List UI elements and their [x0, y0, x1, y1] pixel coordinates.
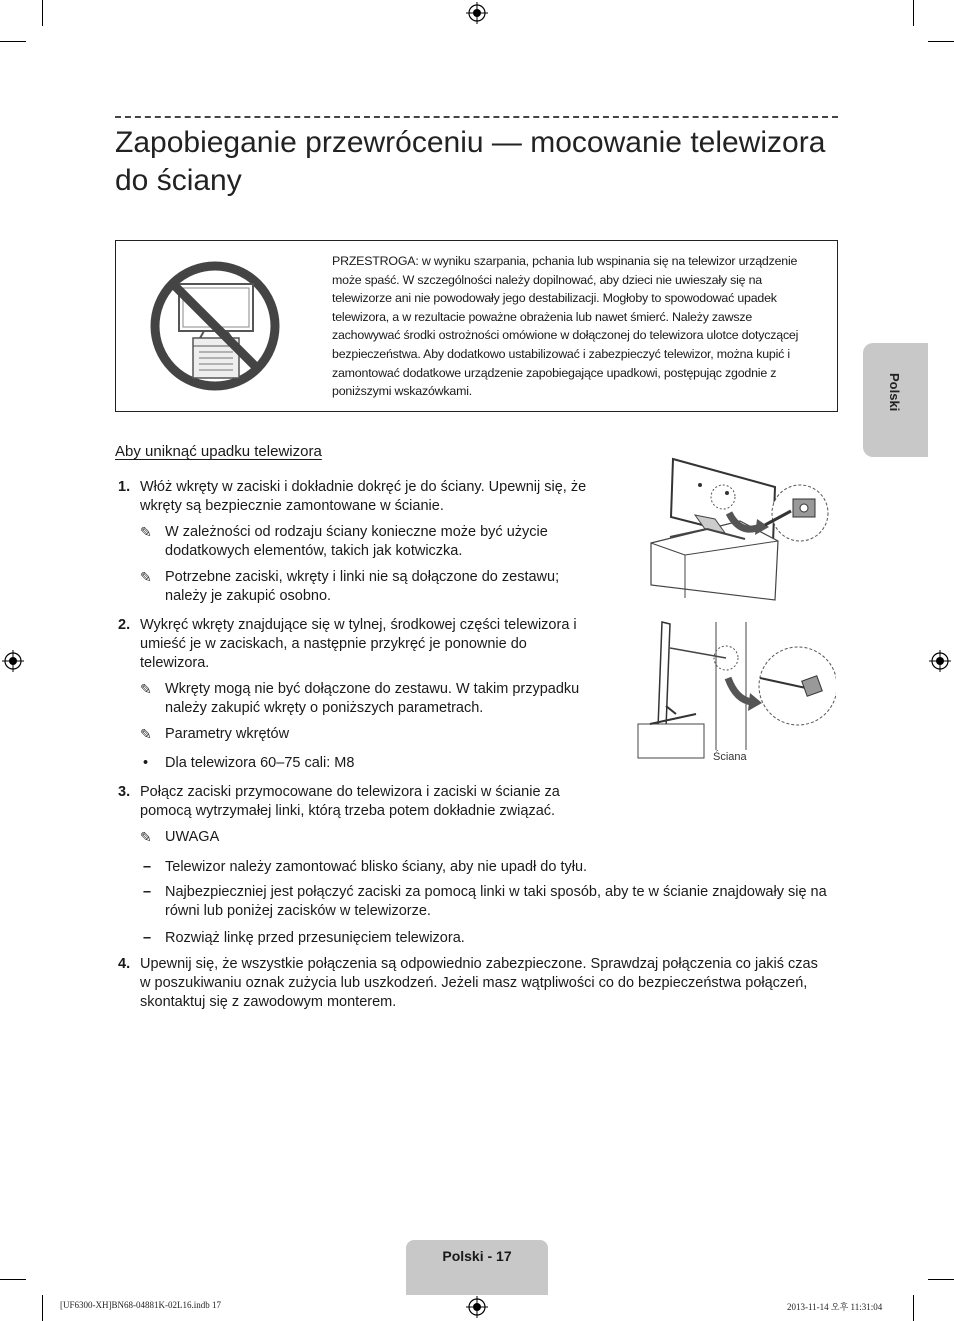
registration-mark-icon [466, 2, 488, 24]
dash-marker: – [143, 930, 152, 946]
crop-mark [928, 41, 954, 42]
note-text: Parametry wkrętów [165, 726, 290, 742]
crop-mark [913, 0, 914, 26]
warning-text: PRZESTROGA: w wyniku szarpania, pchania lub wspinania się na telewizor urządzenie może spaść. W szczególności należy dopilnować, aby dzieci nie uwieszały się na telewizorze ani nie powodowały jego destabilizacji. Mogłoby to spowodować upadek telewizora, a w rezultacie poważne obrażenia lub nawet śmierć. Należy zawsze zachowywać środki ostrożności omówione w dołączonej do telewizora ulotce dotyczącej bezpieczeństwa. Aby dodatkowo ustabilizować i zabezpieczyć telewizor, można kupić i zamontować dodatkowe urządzenie zapobiegające upadkowi, postępując zgodnie z poniższymi wskazówkami. [332, 254, 799, 399]
dash-marker: – [143, 859, 152, 875]
page-number: Polski - 17 [442, 1248, 512, 1264]
dash-marker: – [143, 884, 152, 900]
section-heading: Aby uniknąć upadku telewizora [115, 443, 322, 460]
language-side-tab [863, 343, 928, 457]
crop-mark [0, 41, 26, 42]
note-text: W zależności od rodzaju ściany konieczne może być użycie dodatkowych elementów, takich jak kotwiczka. [165, 524, 548, 559]
step-text: Wykręć wkręty znajdujące się w tylnej, środkowej części telewizora i umieść je w zaciskach, a następnie przykręć je ponownie do telewizora. [140, 617, 577, 671]
step-number: 4. [118, 956, 131, 972]
page-number-tab [406, 1240, 548, 1295]
dash-item: Najbezpieczniej jest połączyć zaciski za pomocą linki w taki sposób, aby te w ścianie znajdowały się na równi lub poniżej zacisków w telewizorze. [165, 884, 827, 919]
note-pencil-icon: ✎ [140, 829, 152, 845]
step-number: 2. [118, 617, 131, 633]
page-title: Zapobieganie przewróceniu — mocowanie telewizora do ściany [115, 126, 826, 197]
note-pencil-icon: ✎ [140, 569, 152, 585]
note-text: UWAGA [165, 829, 220, 845]
crop-mark [0, 1279, 26, 1280]
no-climbing-prohibition-icon [149, 260, 281, 392]
crop-mark [42, 1295, 43, 1321]
dash-item: Telewizor należy zamontować blisko ściany, aby nie upadł do tyłu. [165, 859, 588, 875]
step-text: Upewnij się, że wszystkie połączenia są odpowiednio zabezpieczone. Sprawdzaj połączenia co jakiś czas w poszukiwaniu oznak zużycia lub uszkodzeń. Jeżeli masz wątpliwości co do bezpieczeństwa połączeń, skontaktuj się z zawodowym monterem. [140, 956, 818, 1010]
figure-label-wall: Ściana [713, 751, 747, 763]
crop-mark [913, 1295, 914, 1321]
note-pencil-icon: ✎ [140, 524, 152, 540]
bullet-text: Dla telewizora 60–75 cali: M8 [165, 755, 355, 771]
tv-clip-illustration [645, 455, 830, 605]
step-text: Połącz zaciski przymocowane do telewizora i zaciski w ścianie za pomocą wytrzymałej linki, którą trzeba potem dokładnie związać. [140, 784, 560, 819]
step-number: 3. [118, 784, 131, 800]
language-side-tab-label: Polski [887, 373, 902, 412]
registration-mark-icon [466, 1296, 488, 1318]
note-pencil-icon: ✎ [140, 681, 152, 697]
note-pencil-icon: ✎ [140, 726, 152, 742]
dash-item: Rozwiąż linkę przed przesunięciem telewizora. [165, 930, 465, 946]
wall-side-illustration [636, 618, 836, 768]
crop-mark [42, 0, 43, 26]
print-slug-right: 2013-11-14 오후 11:31:04 [787, 1302, 883, 1312]
print-slug-left: [UF6300-XH]BN68-04881K-02L16.indb 17 [60, 1300, 221, 1310]
title-rule [115, 116, 838, 118]
note-text: Wkręty mogą nie być dołączone do zestawu. W takim przypadku należy zakupić wkręty o poniższych parametrach. [165, 681, 580, 716]
bullet-dot: • [143, 755, 149, 771]
step-number: 1. [118, 479, 131, 495]
crop-mark [928, 1279, 954, 1280]
registration-mark-icon [929, 650, 951, 672]
step-text: Włóż wkręty w zaciski i dokładnie dokręć je do ściany. Upewnij się, że wkręty są bezpiecznie zamontowane w ścianie. [140, 479, 587, 514]
note-text: Potrzebne zaciski, wkręty i linki nie są dołączone do zestawu; należy je zakupić osobno. [165, 569, 560, 604]
registration-mark-icon [2, 650, 24, 672]
